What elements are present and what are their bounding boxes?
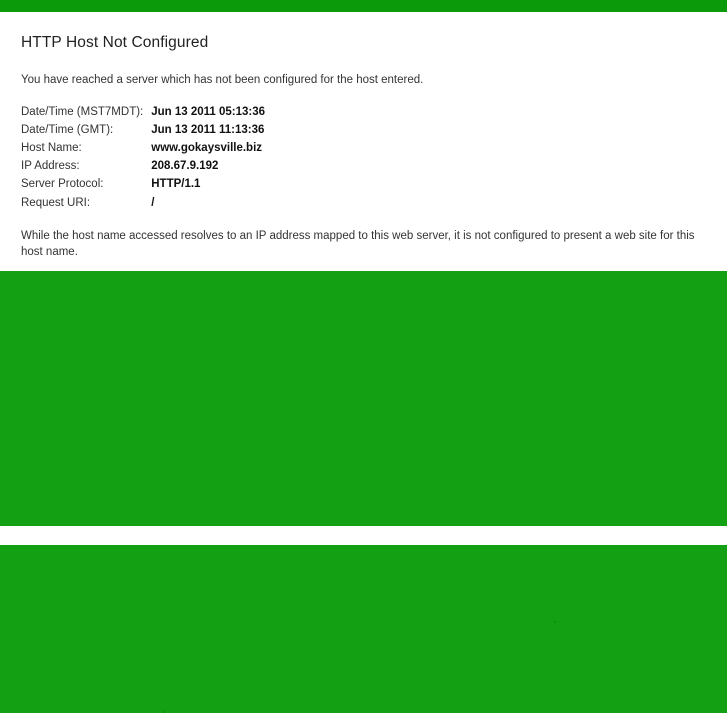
- table-row: [21, 104, 265, 122]
- detail-value: 208.67.9.192: [151, 160, 219, 173]
- bottom-white-band: [0, 526, 727, 545]
- message-content: [0, 12, 727, 293]
- table-row: [21, 158, 265, 176]
- table-row: [21, 176, 265, 194]
- table-row: [21, 195, 265, 213]
- detail-label: Date/Time (GMT):: [21, 123, 114, 136]
- request-details-table: [21, 104, 265, 213]
- detail-value: Jun 13 2011 05:13:36: [151, 105, 266, 118]
- detail-value: www.gokaysville.biz: [151, 142, 263, 155]
- table-row: [21, 140, 265, 158]
- detail-label: Server Protocol:: [21, 178, 104, 191]
- explanation-text: While the host name accessed resolves to an IP address mapped to this web server, it is not configured to present a web site for this host name.: [21, 229, 695, 259]
- page-title: HTTP Host Not Configured: [21, 34, 209, 51]
- intro-text: You have reached a server which has not been configured for the host entered.: [21, 74, 424, 86]
- detail-value: Jun 13 2011 11:13:36: [151, 123, 265, 136]
- table-row: [21, 122, 265, 140]
- detail-value: HTTP/1.1: [151, 178, 201, 191]
- message-panel: [0, 12, 727, 271]
- detail-label: Request URI:: [21, 196, 91, 209]
- green-body-area: [0, 271, 727, 526]
- detail-value: /: [151, 196, 155, 209]
- detail-label: Date/Time (MST7MDT):: [21, 105, 144, 118]
- speck-mark: [554, 621, 556, 623]
- top-green-band: [0, 0, 727, 12]
- detail-label: IP Address:: [21, 160, 80, 173]
- detail-label: Host Name:: [21, 142, 82, 155]
